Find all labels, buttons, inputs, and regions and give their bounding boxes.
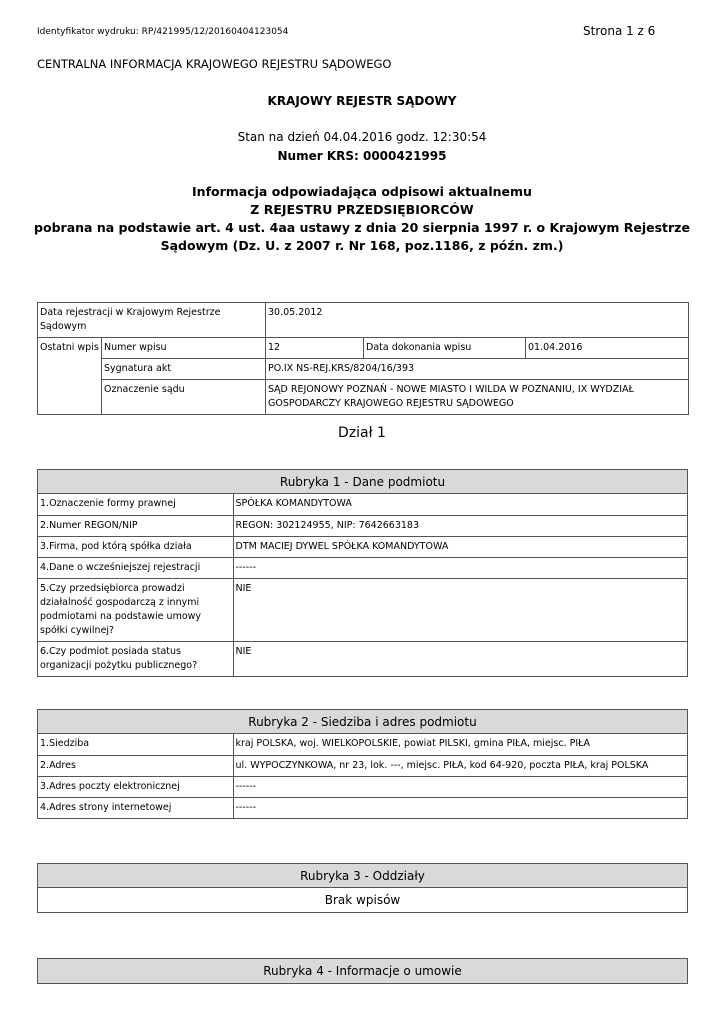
row-label: 3.Firma, pod którą spółka działa bbox=[38, 536, 233, 557]
row-label: 4.Dane o wcześniejszej rejestracji bbox=[38, 557, 233, 578]
rubric-2 bbox=[37, 709, 688, 819]
entry-date-value: 01.04.2016 bbox=[526, 338, 689, 359]
rubric-1-title: Rubryka 1 - Dane podmiotu bbox=[38, 470, 687, 494]
page-number: Strona 1 z 6 bbox=[583, 24, 656, 38]
rubric-2-title: Rubryka 2 - Siedziba i adres podmiotu bbox=[38, 710, 687, 734]
row-value: SPÓŁKA KOMANDYTOWA bbox=[233, 494, 687, 515]
state-date: Stan na dzień 04.04.2016 godz. 12:30:54 bbox=[237, 130, 487, 144]
row-value: NIE bbox=[233, 641, 687, 676]
row-value: ------ bbox=[233, 797, 687, 818]
row-value: kraj POLSKA, woj. WIELKOPOLSKIE, powiat PILSKI, gmina PIŁA, miejsc. PIŁA bbox=[233, 734, 687, 755]
rubric-2-table bbox=[38, 734, 687, 818]
row-label: 4.Adres strony internetowej bbox=[38, 797, 233, 818]
institution-name: CENTRALNA INFORMACJA KRAJOWEGO REJESTRU SĄDOWEGO bbox=[37, 57, 392, 71]
entry-number-label: Numer wpisu bbox=[102, 338, 266, 359]
info-line: Sądowym (Dz. U. z 2007 r. Nr 168, poz.1186, z późn. zm.) bbox=[160, 238, 564, 253]
court-label: Oznaczenie sądu bbox=[102, 380, 266, 415]
row-value: ------ bbox=[233, 776, 687, 797]
registration-date-label: Data rejestracji w Krajowym Rejestrze Sądowym bbox=[38, 303, 266, 338]
info-line: pobrana na podstawie art. 4 ust. 4aa ustawy z dnia 20 sierpnia 1997 r. o Krajowym Rejestrze bbox=[34, 220, 690, 235]
table-row bbox=[38, 536, 687, 557]
row-value: REGON: 302124955, NIP: 7642663183 bbox=[233, 515, 687, 536]
table-row bbox=[38, 515, 687, 536]
signature-label: Sygnatura akt bbox=[102, 359, 266, 380]
rubric-3 bbox=[37, 863, 688, 913]
registry-title: KRAJOWY REJESTR SĄDOWY bbox=[267, 94, 457, 108]
rubric-3-title: Rubryka 3 - Oddziały bbox=[38, 864, 687, 888]
print-identifier: Identyfikator wydruku: RP/421995/12/20160404123054 bbox=[37, 27, 289, 37]
row-label: 3.Adres poczty elektronicznej bbox=[38, 776, 233, 797]
rubric-1 bbox=[37, 469, 688, 677]
rubric-1-table bbox=[38, 494, 687, 676]
row-value: DTM MACIEJ DYWEL SPÓŁKA KOMANDYTOWA bbox=[233, 536, 687, 557]
registration-date-value: 30.05.2012 bbox=[266, 303, 689, 338]
table-row bbox=[38, 755, 687, 776]
row-label: 1.Oznaczenie formy prawnej bbox=[38, 494, 233, 515]
entry-number-value: 12 bbox=[266, 338, 364, 359]
table-row bbox=[38, 797, 687, 818]
registration-table bbox=[37, 302, 689, 415]
signature-value: PO.IX NS-REJ.KRS/8204/16/393 bbox=[266, 359, 689, 380]
rubric-4 bbox=[37, 958, 688, 984]
info-line: Z REJESTRU PRZEDSIĘBIORCÓW bbox=[250, 202, 474, 217]
row-label: 2.Numer REGON/NIP bbox=[38, 515, 233, 536]
table-row bbox=[38, 641, 687, 676]
row-value: NIE bbox=[233, 578, 687, 641]
row-label: 6.Czy podmiot posiada status organizacji pożytku publicznego? bbox=[38, 641, 233, 676]
no-entries-text: Brak wpisów bbox=[324, 893, 401, 907]
section-title: Dział 1 bbox=[338, 425, 386, 441]
table-row bbox=[38, 578, 687, 641]
table-row bbox=[38, 776, 687, 797]
info-heading bbox=[0, 183, 724, 255]
row-value: ------ bbox=[233, 557, 687, 578]
info-line: Informacja odpowiadająca odpisowi aktualnemu bbox=[192, 184, 532, 199]
table-row bbox=[38, 557, 687, 578]
rubric-4-title: Rubryka 4 - Informacje o umowie bbox=[38, 959, 687, 983]
table-row bbox=[38, 734, 687, 755]
entry-date-label: Data dokonania wpisu bbox=[364, 338, 526, 359]
row-label: 1.Siedziba bbox=[38, 734, 233, 755]
row-value: ul. WYPOCZYNKOWA, nr 23, lok. ---, miejsc. PIŁA, kod 64-920, poczta PIŁA, kraj POLSKA bbox=[233, 755, 687, 776]
row-label: 5.Czy przedsiębiorca prowadzi działalność gospodarczą z innymi podmiotami na podstawie umowy spółki cywilnej? bbox=[38, 578, 233, 641]
table-row bbox=[38, 494, 687, 515]
krs-number: Numer KRS: 0000421995 bbox=[277, 149, 447, 163]
last-entry-label: Ostatni wpis bbox=[38, 338, 102, 415]
court-value: SĄD REJONOWY POZNAŃ - NOWE MIASTO I WILDA W POZNANIU, IX WYDZIAŁ GOSPODARCZY KRAJOWEGO REJESTRU SĄDOWEGO bbox=[266, 380, 689, 415]
row-label: 2.Adres bbox=[38, 755, 233, 776]
